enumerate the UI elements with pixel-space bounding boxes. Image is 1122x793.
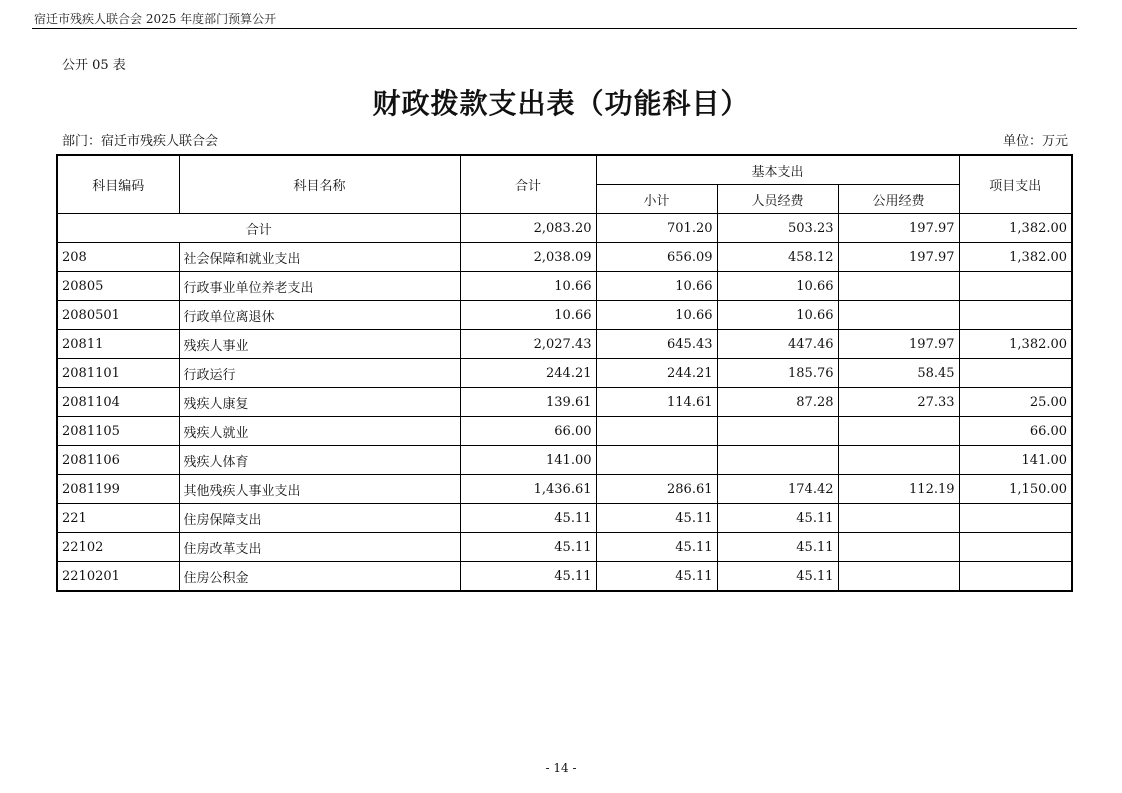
- subtotal-cell: [596, 446, 717, 475]
- personnel-cell: 10.66: [717, 301, 838, 330]
- total-cell: 139.61: [460, 388, 596, 417]
- table-row: [57, 243, 1072, 272]
- public-cell: 27.33: [838, 388, 959, 417]
- personnel-cell: 45.11: [717, 562, 838, 592]
- subtotal-cell: 10.66: [596, 301, 717, 330]
- total-cell: 2,027.43: [460, 330, 596, 359]
- table-row: [57, 388, 1072, 417]
- total-cell: 10.66: [460, 272, 596, 301]
- subtotal-cell: 45.11: [596, 504, 717, 533]
- project-cell: [959, 562, 1072, 592]
- project-cell: 1,382.00: [959, 330, 1072, 359]
- table-row: [57, 475, 1072, 504]
- project-cell: [959, 301, 1072, 330]
- unit-label: 单位：万元: [1002, 134, 1068, 149]
- expenditure-table: [56, 154, 1073, 592]
- code-cell: 2081104: [57, 388, 179, 417]
- code-cell: 2080501: [57, 301, 179, 330]
- running-header: 宿迁市残疾人联合会 2025 年度部门预算公开: [34, 12, 277, 26]
- project-cell: 1,382.00: [959, 243, 1072, 272]
- public-cell: [838, 562, 959, 592]
- total-cell: 1,436.61: [460, 475, 596, 504]
- name-cell: 残疾人康复: [179, 388, 460, 417]
- project-cell: [959, 359, 1072, 388]
- personnel-cell: [717, 446, 838, 475]
- project-cell: [959, 504, 1072, 533]
- name-cell: 行政单位离退休: [179, 301, 460, 330]
- code-cell: 2081105: [57, 417, 179, 446]
- public-cell: 197.97: [838, 214, 959, 243]
- total-cell: 45.11: [460, 562, 596, 592]
- table-row: [57, 359, 1072, 388]
- personnel-cell: 503.23: [717, 214, 838, 243]
- project-cell: 25.00: [959, 388, 1072, 417]
- total-label: 合计: [57, 214, 460, 243]
- table-row: [57, 446, 1072, 475]
- table-row: [57, 330, 1072, 359]
- header-total: 合计: [460, 155, 596, 214]
- header-divider: [32, 28, 1077, 29]
- code-cell: 2081199: [57, 475, 179, 504]
- code-cell: 22102: [57, 533, 179, 562]
- public-cell: 112.19: [838, 475, 959, 504]
- name-cell: 行政事业单位养老支出: [179, 272, 460, 301]
- subtotal-cell: [596, 417, 717, 446]
- public-cell: 197.97: [838, 243, 959, 272]
- personnel-cell: 174.42: [717, 475, 838, 504]
- table-row: [57, 533, 1072, 562]
- page-number: - 14 -: [545, 761, 577, 775]
- header-name: 科目名称: [179, 155, 460, 214]
- name-cell: 住房保障支出: [179, 504, 460, 533]
- code-cell: 20811: [57, 330, 179, 359]
- project-cell: 1,150.00: [959, 475, 1072, 504]
- code-cell: 2081101: [57, 359, 179, 388]
- total-cell: 45.11: [460, 533, 596, 562]
- personnel-cell: 447.46: [717, 330, 838, 359]
- total-cell: 45.11: [460, 504, 596, 533]
- table-body: [57, 214, 1072, 592]
- department-label: 部门：宿迁市残疾人联合会: [62, 134, 219, 149]
- header-basic: 基本支出: [596, 155, 959, 185]
- public-cell: [838, 504, 959, 533]
- name-cell: 其他残疾人事业支出: [179, 475, 460, 504]
- subtotal-cell: 45.11: [596, 533, 717, 562]
- subtotal-cell: 114.61: [596, 388, 717, 417]
- code-cell: 221: [57, 504, 179, 533]
- name-cell: 残疾人事业: [179, 330, 460, 359]
- project-cell: [959, 533, 1072, 562]
- name-cell: 住房公积金: [179, 562, 460, 592]
- name-cell: 行政运行: [179, 359, 460, 388]
- header-code: 科目编码: [57, 155, 179, 214]
- table-number: 公开 05 表: [62, 58, 126, 73]
- total-cell: 141.00: [460, 446, 596, 475]
- subtotal-cell: 286.61: [596, 475, 717, 504]
- code-cell: 208: [57, 243, 179, 272]
- page-title: 财政拨款支出表（功能科目）: [372, 87, 750, 120]
- name-cell: 住房改革支出: [179, 533, 460, 562]
- public-cell: [838, 272, 959, 301]
- code-cell: 20805: [57, 272, 179, 301]
- name-cell: 社会保障和就业支出: [179, 243, 460, 272]
- project-cell: [959, 272, 1072, 301]
- public-cell: [838, 533, 959, 562]
- subtotal-cell: 645.43: [596, 330, 717, 359]
- public-cell: 197.97: [838, 330, 959, 359]
- project-cell: 1,382.00: [959, 214, 1072, 243]
- table-row: [57, 301, 1072, 330]
- total-cell: 66.00: [460, 417, 596, 446]
- header-personnel: 人员经费: [717, 185, 838, 214]
- table-row: [57, 562, 1072, 592]
- personnel-cell: 458.12: [717, 243, 838, 272]
- personnel-cell: 45.11: [717, 533, 838, 562]
- table-row: [57, 417, 1072, 446]
- name-cell: 残疾人就业: [179, 417, 460, 446]
- subtotal-cell: 10.66: [596, 272, 717, 301]
- total-cell: 244.21: [460, 359, 596, 388]
- subtotal-cell: 656.09: [596, 243, 717, 272]
- total-cell: 2,083.20: [460, 214, 596, 243]
- table-row: [57, 504, 1072, 533]
- project-cell: 141.00: [959, 446, 1072, 475]
- project-cell: 66.00: [959, 417, 1072, 446]
- total-cell: 2,038.09: [460, 243, 596, 272]
- public-cell: [838, 417, 959, 446]
- table-row: [57, 272, 1072, 301]
- name-cell: 残疾人体育: [179, 446, 460, 475]
- header-project: 项目支出: [959, 155, 1072, 214]
- personnel-cell: 45.11: [717, 504, 838, 533]
- subtotal-cell: 701.20: [596, 214, 717, 243]
- personnel-cell: 185.76: [717, 359, 838, 388]
- subtotal-cell: 244.21: [596, 359, 717, 388]
- total-cell: 10.66: [460, 301, 596, 330]
- header-public: 公用经费: [838, 185, 959, 214]
- public-cell: [838, 301, 959, 330]
- personnel-cell: 87.28: [717, 388, 838, 417]
- subtotal-cell: 45.11: [596, 562, 717, 592]
- total-row: [57, 214, 1072, 243]
- code-cell: 2210201: [57, 562, 179, 592]
- code-cell: 2081106: [57, 446, 179, 475]
- public-cell: 58.45: [838, 359, 959, 388]
- public-cell: [838, 446, 959, 475]
- personnel-cell: [717, 417, 838, 446]
- header-subtotal: 小计: [596, 185, 717, 214]
- personnel-cell: 10.66: [717, 272, 838, 301]
